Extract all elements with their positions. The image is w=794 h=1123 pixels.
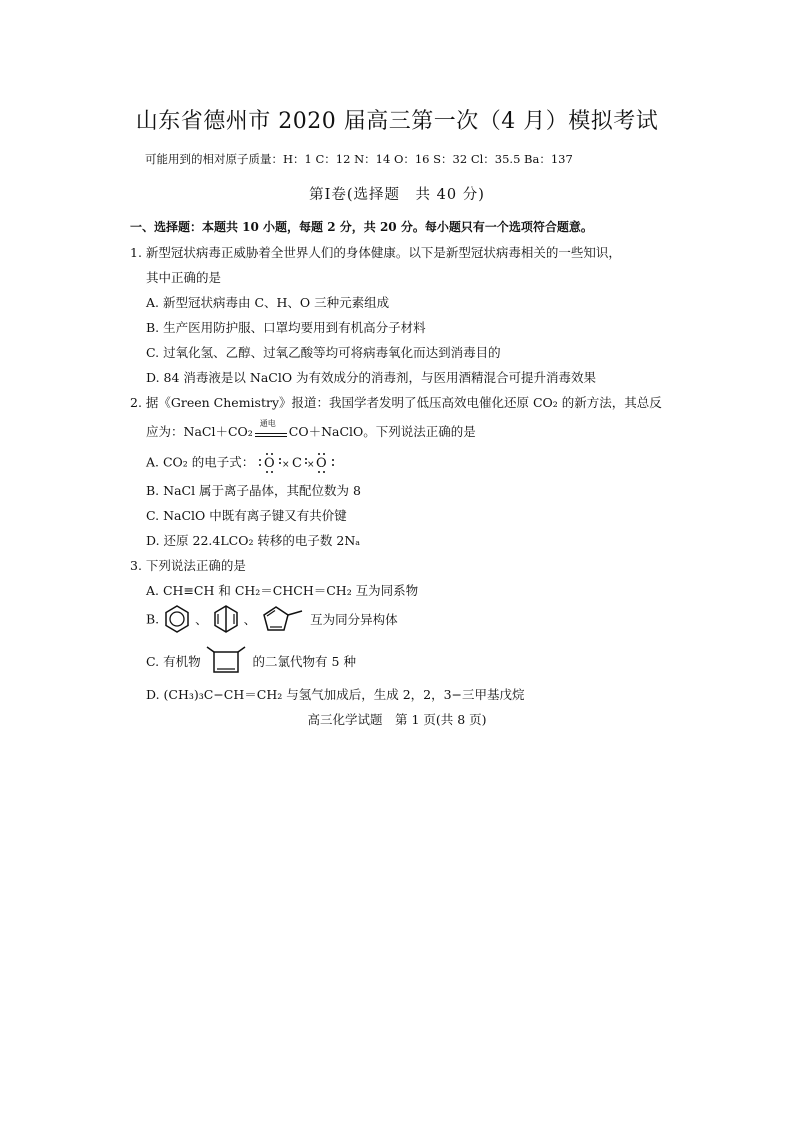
exam-title: 山东省德州市 2020 届高三第一次（4 月）模拟考试: [135, 109, 659, 134]
instructions: 一、选择题：本题共 10 小题，每题 2 分，共 20 分。每小题只有一个选项符合题意。: [130, 220, 593, 234]
atomic-masses: 可能用到的相对原子质量：H：1 C：12 N：14 O：16 S：32 Cl：35.5 Ba：137: [145, 152, 573, 166]
q2-option-d: D. 还原 22.4LCO₂ 转移的电子数 2Nₐ: [146, 533, 361, 548]
reaction-arrow: [253, 418, 289, 440]
q2-option-c: C. NaClO 中既有离子键又有共价键: [146, 508, 347, 523]
q1-stem-line1: 1. 新型冠状病毒正威胁着全世界人们的身体健康。以下是新型冠状病毒相关的一些知识，: [130, 245, 621, 260]
q3-stem: 3. 下列说法正确的是: [130, 558, 246, 573]
q3-option-b-sep2: 、: [243, 612, 257, 627]
q3-option-b-sep1: 、: [195, 612, 208, 627]
q3-option-c-text: 的二氯代物有 5 种: [252, 654, 356, 669]
q3-option-c-label: C. 有机物: [146, 654, 201, 669]
q2-stem-line1: 2. 据《Green Chemistry》报道：我国学者发明了低压高效电催化还原 CO₂ 的新方法，其总反: [130, 395, 662, 410]
q1-option-a: A. 新型冠状病毒由 C、H、O 三种元素组成: [146, 295, 390, 310]
co2-electron-formula: [258, 452, 338, 474]
q2-option-a-text: A. CO₂ 的电子式：: [146, 454, 255, 470]
svg-text:O: O: [264, 456, 275, 471]
q3-option-c: [146, 646, 356, 676]
q1-option-d: D. 84 消毒液是以 NaClO 为有效成分的消毒剂，与医用酒精混合可提升消毒效果: [146, 370, 597, 385]
q2-products: CO＋NaClO。下列说法正确的是: [288, 424, 476, 439]
q1-option-c: C. 过氧化氢、乙醇、过氧乙酸等均可将病毒氧化而达到消毒目的: [146, 345, 501, 360]
dewar-benzene-structure: [212, 604, 240, 634]
q1-stem-line2: 其中正确的是: [146, 270, 222, 285]
arrow-label: 通电: [259, 418, 276, 428]
q2-reactants: 应为：NaCl＋CO₂: [146, 424, 253, 439]
page-footer: 高三化学试题 第 1 页(共 8 页): [307, 712, 487, 727]
q3-option-b-text: 互为同分异构体: [310, 612, 398, 627]
benzene-structure: [163, 604, 191, 634]
q3-option-a: A. CH≡CH 和 CH₂＝CHCH＝CH₂ 互为同系物: [146, 583, 419, 598]
q3-option-b: [146, 604, 398, 638]
methylcyclopentadiene-structure: [260, 604, 306, 634]
q2-option-a: [146, 452, 338, 474]
dimethylcyclobutene-structure: [205, 646, 249, 676]
q2-option-b: B. NaCl 属于离子晶体，其配位数为 8: [146, 483, 361, 498]
q2-stem-line2: [146, 418, 476, 440]
svg-text:×: ×: [307, 460, 315, 470]
section-title: 第Ⅰ卷(选择题 共 40 分): [309, 187, 485, 203]
svg-text:C: C: [292, 456, 303, 471]
q3-option-d: D. (CH₃)₃C−CH＝CH₂ 与氢气加成后，生成 2，2，3−三甲基戊烷: [146, 687, 525, 702]
svg-text:×: ×: [282, 460, 290, 470]
q3-option-b-label: B.: [146, 611, 160, 627]
svg-text:O: O: [316, 456, 327, 471]
q1-option-b: B. 生产医用防护服、口罩均要用到有机高分子材料: [146, 320, 426, 335]
